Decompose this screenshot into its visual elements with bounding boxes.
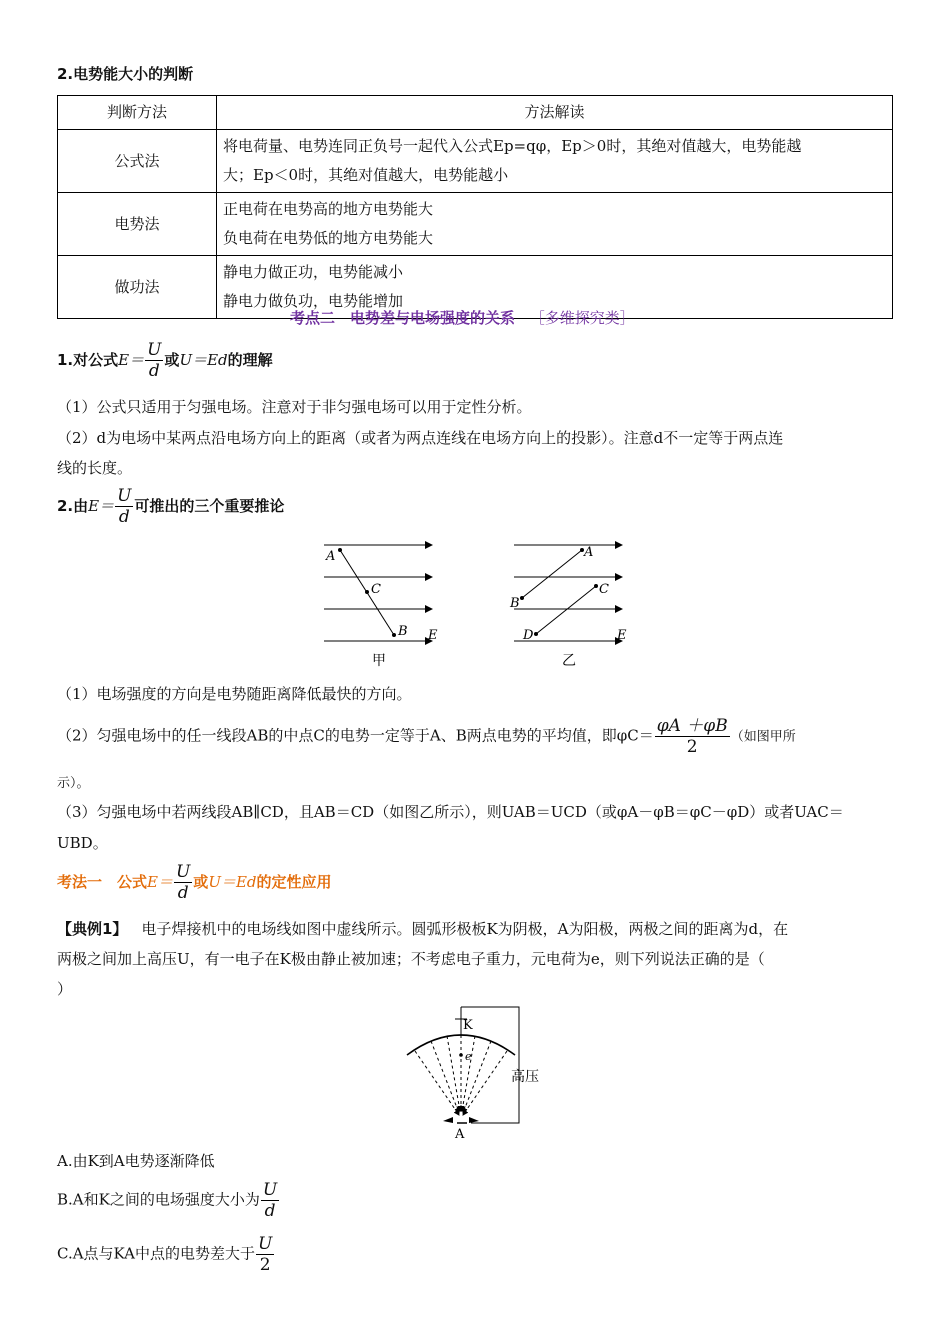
heading-text: 或 [193, 873, 209, 891]
heading-text: 2.由 [57, 497, 89, 515]
table-method-cell: 公式法 [58, 130, 217, 193]
frac-den: d [148, 361, 160, 381]
heading-text: 的理解 [227, 351, 273, 369]
point-label: B [398, 624, 408, 639]
frac-den: d [118, 507, 130, 527]
example-line3: ） [57, 980, 73, 998]
figure-yi [509, 545, 627, 669]
desc-line: 静电力做正功，电势能减小 [223, 263, 404, 281]
formula-e: E＝ [88, 497, 115, 515]
table-row [58, 130, 893, 193]
desc-line: 正电荷在电势高的地方电势能大 [223, 200, 434, 218]
heading-text: 的定性应用 [256, 873, 332, 891]
kaofa-heading [57, 862, 332, 903]
heading-text: 可推出的三个重要推论 [134, 497, 285, 515]
figure-caption: 甲 [372, 653, 386, 669]
fraction-u-over-d [174, 862, 192, 903]
option-c[interactable] [57, 1234, 275, 1275]
p2-item2 [57, 716, 796, 757]
example-label: 【典例1】 [57, 920, 128, 938]
p1-item2-line1: （2）d为电场中某两点沿电场方向上的距离（或者为两点连线在电场方向上的投影）。注意d不一定等于两点连 [57, 429, 784, 447]
kaodian-tag: ［多维探究类］ [529, 309, 635, 327]
a-label: A [455, 1127, 465, 1142]
example-text: 电子焊接机中的电场线如图中虚线所示。圆弧形极板K为阴极，A为阳极，两极之间的距离为d，在 [141, 920, 789, 938]
point-label: E [617, 628, 627, 643]
table-method-cell: 电势法 [58, 193, 217, 256]
desc-line: 负电荷在电势低的地方电势能大 [223, 229, 434, 247]
heading-text: 考法一 公式 [57, 873, 148, 891]
energy-judgement-table [57, 95, 893, 319]
figure-caption: 乙 [562, 653, 576, 669]
fraction-u-over-d [115, 486, 133, 527]
p2-item1: （1）电场强度的方向是电势随距离降低最快的方向。 [57, 685, 412, 703]
desc-line: 静电力做负功，电势能增加 [223, 292, 404, 310]
frac-den: d [264, 1201, 276, 1221]
option-text: C.A点与KA中点的电势差大于 [57, 1244, 255, 1263]
fraction-u-over-d [261, 1180, 279, 1221]
option-a[interactable]: A.由K到A电势逐渐降低 [57, 1152, 215, 1170]
point-label: A [326, 549, 336, 564]
table-header-cell: 方法解读 [217, 96, 893, 130]
desc-line: 将电荷量、电势连同正负号一起代入公式Ep=qφ，Ep＞0时，其绝对值越大，电势能越 [223, 137, 802, 155]
p1-item1: （1）公式只适用于匀强电场。注意对于非匀强电场可以用于定性分析。 [57, 398, 532, 416]
figure-jia [324, 545, 438, 669]
p2-item3-line1: （3）匀强电场中若两线段AB∥CD，且AB＝CD（如图乙所示），则UAB＝UCD（或φA－φB＝φC－φD）或者UAC＝ [57, 803, 844, 821]
point-label: D [523, 628, 534, 643]
field-lines-figure [310, 535, 640, 675]
frac-den: d [177, 883, 189, 903]
table-header-cell: 判断方法 [58, 96, 217, 130]
electron-welder-figure [395, 1005, 565, 1143]
fraction-u-over-d [145, 340, 163, 381]
table-header-row [58, 96, 893, 130]
table-desc-cell [217, 130, 893, 193]
item-text: （2）匀强电场中的任一线段AB的中点C的电势一定等于A、B两点电势的平均值，即φC＝ [57, 726, 654, 745]
high-voltage-label: 高压 [511, 1069, 539, 1085]
example-line2: 两极之间加上高压U，有一电子在K极由静止被加速；不考虑电子重力，元电荷为e，则下列说法正确的是（ [57, 950, 765, 968]
option-text: B.A和K之间的电场强度大小为 [57, 1190, 260, 1209]
section-heading: 2.电势能大小的判断 [57, 65, 194, 83]
point-label: E [428, 628, 438, 643]
frac-den: 2 [686, 737, 698, 757]
p2-item2-line2: 示）。 [57, 776, 90, 791]
option-b[interactable] [57, 1180, 280, 1221]
formula-heading-2 [57, 486, 284, 527]
frac-den: 2 [259, 1255, 271, 1275]
e-label: e [465, 1050, 472, 1063]
heading-text: 1.对公式 [57, 351, 119, 369]
kaodian-title [290, 307, 635, 328]
frac-num: U [147, 340, 162, 360]
point-label: C [599, 582, 609, 597]
example-line1 [57, 918, 788, 939]
heading-text: 或 [164, 351, 180, 369]
p2-item3-line2: UBD。 [57, 834, 108, 852]
frac-num: U [175, 862, 191, 882]
frac-num: U [257, 1234, 273, 1254]
frac-num: φA ＋φB [656, 716, 728, 736]
table-method-cell: 做功法 [58, 256, 217, 319]
formula-u: U＝Ed [208, 873, 257, 891]
k-label: K [463, 1018, 473, 1033]
p1-item2-line2: 线的长度。 [57, 459, 133, 477]
fraction-u-over-2 [256, 1234, 274, 1275]
table-row [58, 193, 893, 256]
point-label: A [584, 545, 594, 560]
item-text: （如图甲所 [730, 729, 796, 745]
frac-num: U [117, 486, 132, 506]
table-desc-cell [217, 193, 893, 256]
formula-u: U＝Ed [179, 351, 228, 369]
frac-num: U [262, 1180, 278, 1200]
point-label: B [510, 596, 520, 611]
formula-heading-1 [57, 340, 273, 381]
point-label: C [371, 582, 381, 597]
formula-e: E＝ [147, 873, 173, 891]
kaodian-title-text: 考点二 电势差与电场强度的关系 [290, 309, 516, 327]
formula-e: E＝ [118, 351, 145, 369]
fraction-phi-average [655, 716, 730, 757]
desc-line: 大；Ep＜0时，其绝对值越大，电势能越小 [223, 166, 509, 184]
